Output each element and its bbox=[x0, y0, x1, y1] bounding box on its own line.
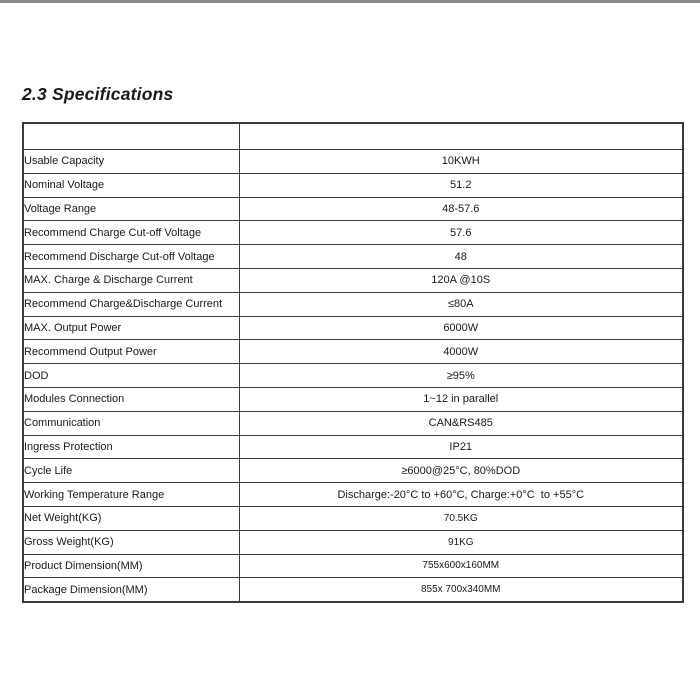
table-row bbox=[23, 268, 683, 292]
header-cell-parameter bbox=[23, 123, 239, 150]
spec-label: Ingress Protection bbox=[23, 435, 239, 459]
spec-label: Modules Connection bbox=[23, 387, 239, 411]
spec-label: Voltage Range bbox=[23, 197, 239, 221]
spec-value: 755x600x160MM bbox=[239, 554, 683, 578]
table-row bbox=[23, 221, 683, 245]
spec-value: Discharge:-20°C to +60°C, Charge:+0°C to +55°C bbox=[239, 483, 683, 507]
table-row bbox=[23, 387, 683, 411]
table-row bbox=[23, 530, 683, 554]
table-row bbox=[23, 245, 683, 269]
spec-label: Communication bbox=[23, 411, 239, 435]
spec-value: 51.2 bbox=[239, 173, 683, 197]
spec-label: Recommend Output Power bbox=[23, 340, 239, 364]
table-row bbox=[23, 483, 683, 507]
table-row bbox=[23, 150, 683, 174]
spec-label: Cycle Life bbox=[23, 459, 239, 483]
spec-value: 6000W bbox=[239, 316, 683, 340]
spec-label: Usable Capacity bbox=[23, 150, 239, 174]
spec-label: Net Weight(KG) bbox=[23, 506, 239, 530]
header-cell-value bbox=[239, 123, 683, 150]
spec-label: Product Dimension(MM) bbox=[23, 554, 239, 578]
spec-value: 4000W bbox=[239, 340, 683, 364]
spec-value: 855x 700x340MM bbox=[239, 578, 683, 602]
table-row bbox=[23, 435, 683, 459]
table-header-row bbox=[23, 123, 683, 150]
spec-label: DOD bbox=[23, 364, 239, 388]
spec-value: 57.6 bbox=[239, 221, 683, 245]
table-row bbox=[23, 292, 683, 316]
spec-value: 1~12 in parallel bbox=[239, 387, 683, 411]
spec-table-body bbox=[23, 123, 683, 602]
spec-label: Recommend Discharge Cut-off Voltage bbox=[23, 245, 239, 269]
spec-value: ≥6000@25°C, 80%DOD bbox=[239, 459, 683, 483]
spec-label: MAX. Charge & Discharge Current bbox=[23, 268, 239, 292]
spec-value: CAN&RS485 bbox=[239, 411, 683, 435]
spec-label: Package Dimension(MM) bbox=[23, 578, 239, 602]
page-top-edge bbox=[0, 0, 700, 3]
section-heading: 2.3 Specifications bbox=[22, 84, 174, 104]
spec-label: MAX. Output Power bbox=[23, 316, 239, 340]
table-row bbox=[23, 197, 683, 221]
spec-label: Recommend Charge Cut-off Voltage bbox=[23, 221, 239, 245]
spec-value: ≥95% bbox=[239, 364, 683, 388]
spec-value: 70.5KG bbox=[239, 506, 683, 530]
spec-value: 48 bbox=[239, 245, 683, 269]
spec-label: Working Temperature Range bbox=[23, 483, 239, 507]
table-row bbox=[23, 459, 683, 483]
table-row bbox=[23, 554, 683, 578]
table-row bbox=[23, 364, 683, 388]
spec-value: ≤80A bbox=[239, 292, 683, 316]
spec-value: IP21 bbox=[239, 435, 683, 459]
table-row bbox=[23, 578, 683, 602]
spec-label: Recommend Charge&Discharge Current bbox=[23, 292, 239, 316]
table-row bbox=[23, 173, 683, 197]
spec-label: Gross Weight(KG) bbox=[23, 530, 239, 554]
spec-value: 48-57.6 bbox=[239, 197, 683, 221]
specifications-table bbox=[22, 122, 684, 603]
table-row bbox=[23, 506, 683, 530]
table-row bbox=[23, 340, 683, 364]
spec-label: Nominal Voltage bbox=[23, 173, 239, 197]
spec-value: 91KG bbox=[239, 530, 683, 554]
spec-value: 120A @10S bbox=[239, 268, 683, 292]
table-row bbox=[23, 411, 683, 435]
spec-value: 10KWH bbox=[239, 150, 683, 174]
table-row bbox=[23, 316, 683, 340]
